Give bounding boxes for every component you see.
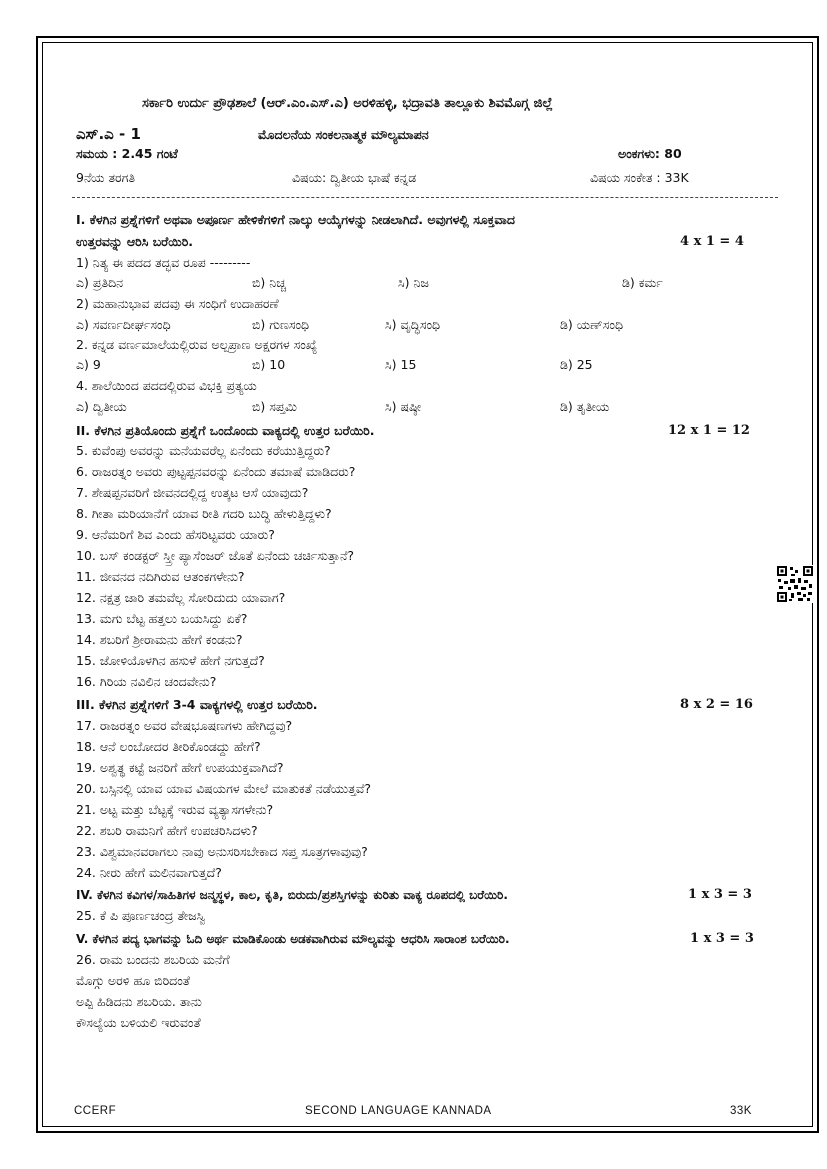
question-15: 15. ಜೋಳಿಯೊಳಗಿನ ಹಸುಳೆ ಹೇಗೆ ನಗುತ್ತದೆ? (76, 653, 265, 668)
question-11: 11. ಜೀವನದ ನದಿಗಿರುವ ಆತಂಕಗಳೇನು? (76, 569, 245, 584)
poem-line-2: ಮೊಗ್ಗು ಅರಳಿ ಹೂ ಬಿರಿದಂತೆ (76, 973, 190, 988)
question-7: 7. ಶೇಷಪ್ಪನವರಿಗೆ ಜೀವನದಲ್ಲಿದ್ದ ಉತ್ಕಟ ಆಸೆ ಯಾವುದು? (76, 485, 309, 500)
q1-option-a: ಎ) ಪ್ರತಿದಿನ (76, 275, 124, 290)
q1-option-b: ಬಿ) ನಿಚ್ಚ (252, 275, 286, 290)
q3-option-d: ಡಿ) 25 (560, 357, 593, 372)
question-1: 1) ನಿತ್ಯ ಈ ಪದದ ತದ್ಭವ ರೂಪ --------- (76, 255, 251, 270)
question-10: 10. ಬಸ್ ಕಂಡಕ್ಟರ್ ಸ್ತ್ರೀ ಪ್ಯಾಸೆಂಜರ್ ಜೊತೆ ಏನೆಂದು ಚರ್ಚಿಸುತ್ತಾನೆ? (76, 548, 355, 563)
section-3-marks: 8 x 2 = 16 (680, 697, 753, 712)
question-14: 14. ಶಬರಿಗೆ ಶ್ರೀರಾಮನು ಹೇಗೆ ಕಂಡನು? (76, 632, 243, 647)
question-21: 21. ಅಟ್ಟ ಮತ್ತು ಬೆಟ್ಟಕ್ಕೆ ಇರುವ ವ್ಯತ್ಯಾಸಗಳೇನು? (76, 802, 274, 817)
exam-name: ಮೊದಲನೆಯ ಸಂಕಲನಾತ್ಮಕ ಮೌಲ್ಯಮಾಪನ (258, 127, 429, 142)
exam-code: ಎಸ್.ಎ - 1 (76, 125, 141, 143)
question-23: 23. ವಿಶ್ವಮಾನವರಾಗಲು ನಾವು ಅನುಸರಿಸಬೇಕಾದ ಸಪ್ತ ಸೂತ್ರಗಳಾವುವು? (76, 844, 368, 859)
q2-option-d: ಡಿ) ಯಣ್‌ಸಂಧಿ (560, 317, 624, 332)
q2-option-a: ಎ) ಸವರ್ಣದೀರ್ಘಸಂಧಿ (76, 317, 171, 332)
question-17: 17. ರಾಜರತ್ನಂ ಅವರ ವೇಷಭೂಷಣಗಳು ಹೇಗಿದ್ದವು? (76, 718, 293, 733)
section-2-marks: 12 x 1 = 12 (668, 423, 750, 438)
question-24: 24. ನೀರು ಹೇಗೆ ಮಲಿನವಾಗುತ್ತದೆ? (76, 865, 222, 880)
question-6: 6. ರಾಜರತ್ನಂ ಅವರು ಪುಟ್ಟಪ್ಪನವರನ್ನು ಏನೆಂದು ತಮಾಷೆ ಮಾಡಿದರು? (76, 464, 356, 479)
section-3-heading: III. ಕೆಳಗಿನ ಪ್ರಶ್ನೆಗಳಿಗೆ 3-4 ವಾಕ್ಯಗಳಲ್ಲಿ ಉತ್ತರ ಬರೆಯಿರಿ. (76, 697, 318, 712)
school-title: ಸರ್ಕಾರಿ ಉರ್ದು ಪ್ರೌಢಶಾಲೆ (ಆರ್.ಎಂ.ಎಸ್.ಎ) ಅರಳಿಹಳ್ಳಿ, ಭದ್ರಾವತಿ ತಾಲ್ಲೂಕು ಶಿವಮೊಗ್ಗ ಜಿಲ್ಲೆ (142, 96, 553, 111)
q4-option-a: ಎ) ದ್ವಿತೀಯ (76, 399, 127, 414)
footer-right: 33K (730, 1105, 752, 1117)
question-25: 25. ಕೆ ಪಿ ಪೂರ್ಣಚಂದ್ರ ತೇಜಸ್ವಿ (76, 908, 206, 923)
question-22: 22. ಶಬರಿ ರಾಮನಿಗೆ ಹೇಗೆ ಉಪಚರಿಸಿದಳು? (76, 823, 258, 838)
q3-option-a: ಎ) 9 (76, 357, 101, 372)
class-label: 9ನೆಯ ತರಗತಿ (76, 170, 135, 185)
question-3: 2. ಕನ್ನಡ ವರ್ಣಮಾಲೆಯಲ್ಲಿರುವ ಅಲ್ಪಪ್ರಾಣ ಅಕ್ಷರಗಳ ಸಂಖ್ಯೆ (76, 337, 318, 352)
poem-line-4: ಕೌಸಲ್ಯೆಯ ಬಳಿಯಲಿ ಇರುವಂತೆ (76, 1015, 201, 1030)
question-18: 18. ಆನೆ ಲಂಬೋದರ ತೀರಿಕೊಂಡದ್ದು ಹೇಗೆ? (76, 739, 261, 754)
subject-label: ವಿಷಯ: ದ್ವಿತೀಯ ಭಾಷೆ ಕನ್ನಡ (292, 170, 417, 185)
question-13: 13. ಮಗು ಬೆಟ್ಟ ಹತ್ತಲು ಬಯಸಿದ್ದು ಏಕೆ? (76, 611, 248, 626)
question-20: 20. ಬಸ್ಸಿನಲ್ಲಿ ಯಾವ ಯಾವ ವಿಷಯಗಳ ಮೇಲೆ ಮಾತುಕತೆ ನಡೆಯುತ್ತವೆ? (76, 781, 372, 796)
question-16: 16. ಗಿರಿಯ ನವಿಲಿನ ಚಂದವೇನು? (76, 674, 217, 689)
q2-option-b: ಬಿ) ಗುಣಸಂಧಿ (252, 317, 310, 332)
q1-option-d: ಡಿ) ಕರ್ಮ (622, 275, 663, 290)
q4-option-d: ಡಿ) ತೃತೀಯ (560, 399, 610, 414)
subject-code: ವಿಷಯ ಸಂಕೇತ : 33K (590, 170, 689, 185)
section-5-marks: 1 x 3 = 3 (690, 931, 754, 946)
q4-option-c: ಸಿ) ಷಷ್ಠೀ (385, 399, 422, 414)
question-8: 8. ಗೀತಾ ಮರಿಯಾನೆಗೆ ಯಾವ ರೀತಿ ಗದರಿ ಬುದ್ಧಿ ಹೇಳುತ್ತಿದ್ದಳು? (76, 506, 332, 521)
section-5-heading: V. ಕೆಳಗಿನ ಪದ್ಯ ಭಾಗವನ್ನು ಓದಿ ಅರ್ಥ ಮಾಡಿಕೊಂಡು ಅಡಕವಾಗಿರುವ ಮೌಲ್ಯವನ್ನು ಆಧರಿಸಿ ಸಾರಾಂಶ ಬರೆಯಿರಿ. (76, 932, 510, 946)
footer-left: CCERF (74, 1105, 117, 1117)
section-4-heading: IV. ಕೆಳಗಿನ ಕವಿಗಳ/ಸಾಹಿತಿಗಳ ಜನ್ಮಸ್ಥಳ, ಕಾಲ, ಕೃತಿ, ಬಿರುದು/ಪ್ರಶಸ್ತಿಗಳನ್ನು ಕುರಿತು ವಾಕ್ಯ ರೂಪದಲ್ಲಿ ಬರೆಯಿರಿ. (76, 888, 508, 902)
q2-option-c: ಸಿ) ವೃದ್ಧಿಸಂಧಿ (385, 317, 441, 332)
question-12: 12. ನಕ್ಷತ್ರ ಜಾರಿ ತಮವೆಲ್ಲ ಸೋರಿದುದು ಯಾವಾಗ? (76, 590, 286, 605)
section-1-marks: 4 x 1 = 4 (680, 234, 744, 249)
section-1-heading-cont: ಉತ್ತರವನ್ನು ಆರಿಸಿ ಬರೆಯಿರಿ. (76, 234, 194, 249)
question-19: 19. ಅಶ್ವತ್ಥ ಕಟ್ಟೆ ಜನರಿಗೆ ಹೇಗೆ ಉಪಯುಕ್ತವಾಗಿದೆ? (76, 760, 284, 775)
qr-code-icon (776, 565, 814, 603)
exam-time: ಸಮಯ : 2.45 ಗಂಟೆ (76, 146, 178, 161)
question-5: 5. ಕುವೆಂಪು ಅವರನ್ನು ಮನೆಯವರೆಲ್ಲ ಏನೆಂದು ಕರೆಯುತ್ತಿದ್ದರು? (76, 443, 331, 458)
q4-option-b: ಬಿ) ಸಪ್ತಮಿ (252, 399, 297, 414)
max-marks: ಅಂಕಗಳು: 80 (618, 146, 682, 161)
header-divider (72, 197, 778, 198)
q1-option-c: ಸಿ) ನಿಜ (398, 275, 429, 290)
poem-line-3: ಅಪ್ಪಿ ಹಿಡಿದನು ಶಬರಿಯ. ತಾನು (76, 994, 202, 1009)
question-2: 2) ಮಹಾನುಭಾವ ಪದವು ಈ ಸಂಧಿಗೆ ಉದಾಹರಣೆ (76, 296, 279, 311)
section-4-marks: 1 x 3 = 3 (688, 887, 752, 902)
question-4: 4. ಶಾಲೆಯಿಂದ ಪದದಲ್ಲಿರುವ ವಿಭಕ್ತಿ ಪ್ರತ್ಯಯ (76, 378, 257, 393)
question-9: 9. ಆನೆಮರಿಗೆ ಶಿವ ಎಂದು ಹೆಸರಿಟ್ಟವರು ಯಾರು? (76, 527, 275, 542)
section-1-heading: I. ಕೆಳಗಿನ ಪ್ರಶ್ನೆಗಳಿಗೆ ಅಥವಾ ಅಪೂರ್ಣ ಹೇಳಿಕೆಗಳಿಗೆ ನಾಲ್ಕು ಆಯ್ಕೆಗಳನ್ನು ನೀಡಲಾಗಿದೆ. ಅವುಗಳಲ್ಲಿ ಸೂಕ್ತವಾದ (76, 212, 515, 227)
footer-center: SECOND LANGUAGE KANNADA (305, 1105, 492, 1117)
question-26: 26. ರಾಮ ಬಂದನು ಶಬರಿಯ ಮನೆಗೆ (76, 952, 230, 967)
q3-option-c: ಸಿ) 15 (385, 357, 417, 372)
q3-option-b: ಬಿ) 10 (252, 357, 286, 372)
section-2-heading: II. ಕೆಳಗಿನ ಪ್ರತಿಯೊಂದು ಪ್ರಶ್ನೆಗೆ ಒಂದೊಂದು ವಾಕ್ಯದಲ್ಲಿ ಉತ್ತರ ಬರೆಯಿರಿ. (76, 423, 375, 438)
